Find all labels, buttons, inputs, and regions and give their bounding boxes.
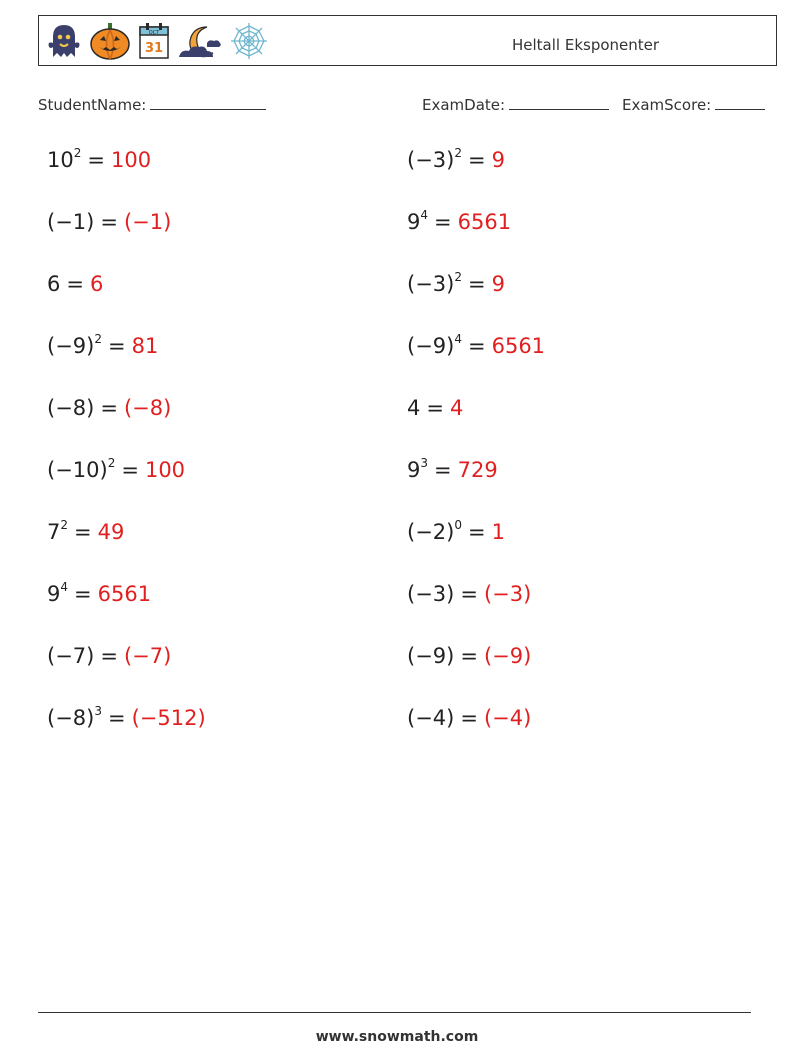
calendar-icon [137, 21, 171, 61]
problem-answer: (−9) [483, 644, 532, 668]
problem-answer: 6 [89, 272, 104, 296]
student-name-blank[interactable] [150, 95, 266, 110]
problem-exponent: 2 [454, 146, 462, 160]
problem-base: (−9) [47, 334, 95, 358]
problem-left-2 [47, 210, 171, 234]
spiderweb-icon [229, 21, 269, 61]
problem-exponent: 2 [107, 456, 116, 470]
problem-exponent: 2 [454, 270, 462, 284]
problem-base: 10 [47, 148, 74, 172]
worksheet-header [38, 15, 777, 66]
problem-left-10 [47, 706, 206, 730]
worksheet-title: Heltall Eksponenter [512, 36, 660, 54]
problem-answer: (−1) [123, 210, 172, 234]
problem-base: (−4) [407, 706, 455, 730]
equals-sign: = [467, 334, 486, 358]
problem-exponent: 2 [60, 518, 69, 532]
problem-exponent: 4 [60, 580, 69, 594]
problem-answer: 1 [491, 520, 505, 544]
exam-date-blank[interactable] [509, 95, 609, 110]
footer-divider [38, 1012, 751, 1013]
problem-answer: (−3) [483, 582, 532, 606]
exam-date-field[interactable] [422, 95, 609, 114]
problem-base: 6 [47, 272, 61, 296]
equals-sign: = [426, 396, 444, 420]
problem-right-1 [407, 148, 505, 172]
problem-base: (−9) [407, 334, 455, 358]
problem-answer: 81 [131, 334, 159, 358]
problem-answer: 4 [449, 396, 464, 420]
problem-left-8 [47, 582, 151, 606]
student-name-field[interactable] [38, 95, 266, 114]
calendar-month: OCT [148, 30, 160, 36]
problem-right-9 [407, 644, 531, 668]
problem-base: (−8) [47, 706, 95, 730]
calendar-day: 31 [144, 41, 164, 56]
problem-exponent: 0 [454, 518, 462, 532]
moon-icon [177, 21, 223, 61]
equals-sign: = [460, 644, 478, 668]
problem-left-7 [47, 520, 124, 544]
problem-base: 9 [407, 458, 421, 482]
exam-score-label: ExamScore: [622, 96, 712, 114]
problem-base: (−8) [47, 396, 95, 420]
problem-answer: (−4) [483, 706, 532, 730]
problem-answer: 9 [491, 148, 505, 172]
problem-answer: 9 [491, 272, 505, 296]
problem-base: (−1) [47, 210, 95, 234]
problem-answer: (−8) [123, 396, 172, 420]
problem-right-3 [407, 272, 505, 296]
header-icons [45, 20, 269, 62]
problem-answer: 6561 [457, 210, 512, 234]
problem-right-6 [407, 458, 498, 482]
problem-exponent: 3 [94, 704, 102, 718]
equals-sign: = [121, 458, 139, 482]
problem-right-8 [407, 582, 531, 606]
equals-sign: = [74, 582, 92, 606]
problem-answer: 6561 [97, 582, 152, 606]
problem-exponent: 4 [454, 332, 462, 346]
problem-base: 7 [47, 520, 61, 544]
equals-sign: = [100, 396, 118, 420]
problem-answer: 6561 [491, 334, 546, 358]
problem-right-10 [407, 706, 531, 730]
problem-answer: (−512) [131, 706, 206, 730]
problem-base: 9 [407, 210, 421, 234]
problem-answer: 100 [144, 458, 186, 482]
problem-base: (−2) [407, 520, 455, 544]
problem-base: (−7) [47, 644, 95, 668]
equals-sign: = [467, 272, 486, 296]
problem-exponent: 4 [420, 208, 429, 222]
equals-sign: = [66, 272, 84, 296]
problem-left-5 [47, 396, 171, 420]
equals-sign: = [460, 706, 478, 730]
problem-base: (−10) [47, 458, 108, 482]
exam-date-label: ExamDate: [422, 96, 506, 114]
equals-sign: = [100, 210, 118, 234]
problem-answer: 49 [97, 520, 125, 544]
exam-score-blank[interactable] [715, 95, 765, 110]
problem-base: (−3) [407, 272, 455, 296]
problem-answer: 729 [457, 458, 498, 482]
problem-exponent: 2 [94, 332, 102, 346]
problem-left-3 [47, 272, 103, 296]
exam-score-field[interactable] [622, 95, 765, 114]
footer-url: www.snowmath.com [315, 1029, 479, 1045]
problem-base: 4 [407, 396, 421, 420]
problem-exponent: 2 [73, 146, 82, 160]
problem-exponent: 3 [420, 456, 429, 470]
equals-sign: = [460, 582, 478, 606]
equals-sign: = [434, 210, 452, 234]
equals-sign: = [100, 644, 118, 668]
problem-answer: 100 [110, 148, 152, 172]
equals-sign: = [74, 520, 92, 544]
problem-right-5 [407, 396, 463, 420]
problem-left-6 [47, 458, 185, 482]
problem-right-2 [407, 210, 511, 234]
problem-right-7 [407, 520, 505, 544]
problem-right-4 [407, 334, 545, 358]
equals-sign: = [434, 458, 452, 482]
equals-sign: = [87, 148, 105, 172]
equals-sign: = [467, 520, 486, 544]
ghost-icon [45, 21, 83, 61]
equals-sign: = [107, 706, 126, 730]
equals-sign: = [467, 148, 486, 172]
problem-left-4 [47, 334, 158, 358]
problem-base: (−3) [407, 582, 455, 606]
problem-left-1 [47, 148, 151, 172]
problem-base: (−9) [407, 644, 455, 668]
student-name-label: StudentName: [38, 96, 147, 114]
equals-sign: = [107, 334, 126, 358]
problem-base: (−3) [407, 148, 455, 172]
pumpkin-icon [89, 21, 131, 61]
problem-base: 9 [47, 582, 61, 606]
problem-answer: (−7) [123, 644, 172, 668]
problem-left-9 [47, 644, 171, 668]
